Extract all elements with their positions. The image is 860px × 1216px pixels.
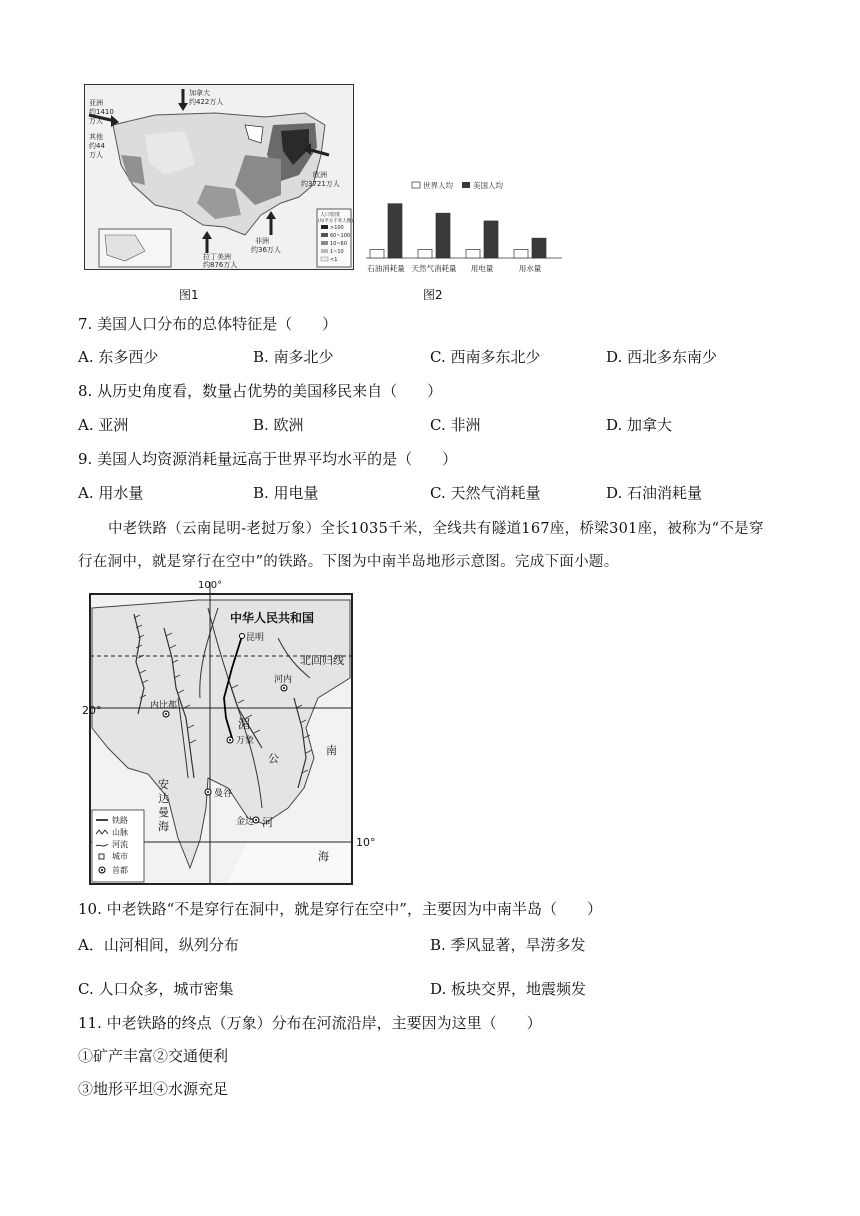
- city-kunming: 昆明: [246, 633, 265, 643]
- river-he-label: 河: [262, 816, 273, 829]
- tropic-label: 北回归线: [300, 654, 344, 667]
- sea-south-2: 海: [318, 850, 329, 863]
- river-gong-label: 公: [268, 752, 279, 765]
- q7-option-c[interactable]: C. 西南多东北少: [430, 348, 541, 366]
- label-europe-count: 约3721万人: [301, 180, 340, 188]
- x-tick-label: 天然气消耗量: [411, 264, 457, 273]
- city-naypyidaw: 内比都: [150, 701, 178, 711]
- legend-item: 60~100: [330, 233, 351, 239]
- x-tick-label: 用电量: [470, 264, 494, 273]
- city-hanoi: 河内: [274, 675, 293, 685]
- legend-mountain: 山脉: [112, 828, 128, 837]
- sea-south-1: 南: [326, 744, 337, 757]
- q8-option-c[interactable]: C. 非洲: [430, 416, 481, 434]
- sea-andaman-4: 海: [158, 820, 169, 833]
- q7-option-d[interactable]: D. 西北多东南少: [606, 348, 718, 366]
- q9-option-c[interactable]: C. 天然气消耗量: [430, 484, 541, 502]
- legend-capital: 首都: [112, 866, 128, 875]
- q8-option-b[interactable]: B. 欧洲: [253, 416, 304, 434]
- us-map-graphic: [85, 85, 353, 269]
- q11-choices-line-2: ③地形平坦④水源充足: [78, 1080, 229, 1098]
- bar-usa-2: [484, 221, 498, 258]
- label-other: 其他: [89, 133, 103, 141]
- passage-line-1: 中老铁路（云南昆明-老挝万象）全长1035千米，全线共有隧道167座，桥梁301座，被称为“不是穿: [108, 521, 764, 537]
- indochina-map: [78, 578, 378, 888]
- label-asia-count: 约1410: [89, 108, 114, 116]
- lat-20-label: 20°: [82, 704, 102, 717]
- x-tick-label: 用水量: [518, 264, 542, 273]
- country-china-label: 中华人民共和国: [230, 611, 315, 625]
- q10-option-d[interactable]: D. 板块交界，地震频发: [430, 980, 587, 998]
- legend-railway: 铁路: [112, 816, 128, 825]
- question-8: 8. 从历史角度看，数量占优势的美国移民来自（ ）: [78, 382, 443, 400]
- label-africa-count: 约36万人: [251, 246, 281, 254]
- city-vientiane: 万象: [236, 736, 255, 746]
- sea-andaman-2: 达: [158, 792, 169, 805]
- q9-option-a[interactable]: A. 用水量: [78, 484, 144, 502]
- label-asia-unit: 万人: [89, 117, 103, 125]
- lat-10-label: 10°: [356, 836, 376, 849]
- legend-subtitle: (每平方千米人数): [318, 219, 353, 224]
- bar-world-1: [418, 249, 432, 258]
- q9-option-b[interactable]: B. 用电量: [253, 484, 319, 502]
- label-africa: 非洲: [255, 237, 269, 245]
- city-phnom-penh: 金边: [236, 817, 255, 827]
- resource-chart: [362, 178, 572, 278]
- us-population-map: [84, 84, 354, 270]
- legend-swatch-world: [412, 182, 420, 188]
- q10-option-a[interactable]: A．山河相间，纵列分布: [78, 936, 239, 954]
- legend-title: 人口密度: [320, 212, 341, 218]
- bar-usa-1: [436, 213, 450, 258]
- q10-option-c[interactable]: C. 人口众多，城市密集: [78, 980, 234, 998]
- sea-andaman-1: 安: [158, 778, 169, 791]
- sea-andaman-3: 曼: [158, 806, 169, 819]
- legend-item: 1~10: [330, 249, 344, 255]
- label-latin: 拉丁美洲: [203, 253, 231, 261]
- legend-river: 河流: [112, 840, 128, 849]
- question-10: 10. 中老铁路“不是穿行在洞中，就是穿行在空中”，主要因为中南半岛（ ）: [78, 900, 602, 918]
- question-9: 9. 美国人均资源消耗量远高于世界平均水平的是（ ）: [78, 450, 458, 468]
- q9-option-d[interactable]: D. 石油消耗量: [606, 484, 703, 502]
- indochina-map-graphic: [78, 578, 378, 888]
- legend-world: 世界人均: [423, 181, 453, 190]
- label-other-unit: 万人: [89, 151, 103, 159]
- longitude-100-label: 100°: [198, 580, 223, 591]
- question-11: 11. 中老铁路的终点（万象）分布在河流沿岸，主要因为这里（ ）: [78, 1014, 542, 1032]
- label-latin-count: 约876万人: [203, 261, 238, 269]
- bar-world-3: [514, 249, 528, 258]
- legend-item: >100: [330, 225, 344, 231]
- resource-chart-svg: [362, 178, 572, 278]
- figure1-caption: 图1: [179, 288, 199, 302]
- bar-world-0: [370, 249, 384, 258]
- q11-choices-line-1: ①矿产丰富②交通便利: [78, 1047, 229, 1065]
- bar-usa-0: [388, 204, 402, 258]
- city-bangkok: 曼谷: [214, 789, 233, 799]
- label-canada: 加拿大: [189, 89, 210, 97]
- legend-item: 10~60: [330, 241, 347, 247]
- q8-option-a[interactable]: A. 亚洲: [78, 416, 129, 434]
- legend-city: 城市: [112, 852, 128, 861]
- question-7: 7. 美国人口分布的总体特征是（ ）: [78, 315, 338, 333]
- label-europe: 欧洲: [313, 171, 327, 179]
- label-asia: 亚洲: [89, 99, 103, 107]
- legend-item: <1: [330, 257, 338, 263]
- x-tick-label: 石油消耗量: [367, 264, 405, 273]
- q10-option-b[interactable]: B. 季风显著，旱涝多发: [430, 936, 586, 954]
- legend-usa: 美国人均: [473, 181, 503, 190]
- legend-swatch-usa: [462, 182, 470, 188]
- q8-option-d[interactable]: D. 加拿大: [606, 416, 673, 434]
- bar-usa-3: [532, 238, 546, 258]
- river-mekong-label: 湄: [238, 717, 251, 731]
- q7-option-a[interactable]: A. 东多西少: [78, 348, 159, 366]
- figure2-caption: 图2: [423, 288, 443, 302]
- bar-world-2: [466, 249, 480, 258]
- label-other-count: 约44: [89, 142, 105, 150]
- label-canada-count: 约422万人: [189, 98, 224, 106]
- passage-line-2: 行在洞中，就是穿行在空中”的铁路。下图为中南半岛地形示意图。完成下面小题。: [78, 554, 619, 570]
- q7-option-b[interactable]: B. 南多北少: [253, 348, 334, 366]
